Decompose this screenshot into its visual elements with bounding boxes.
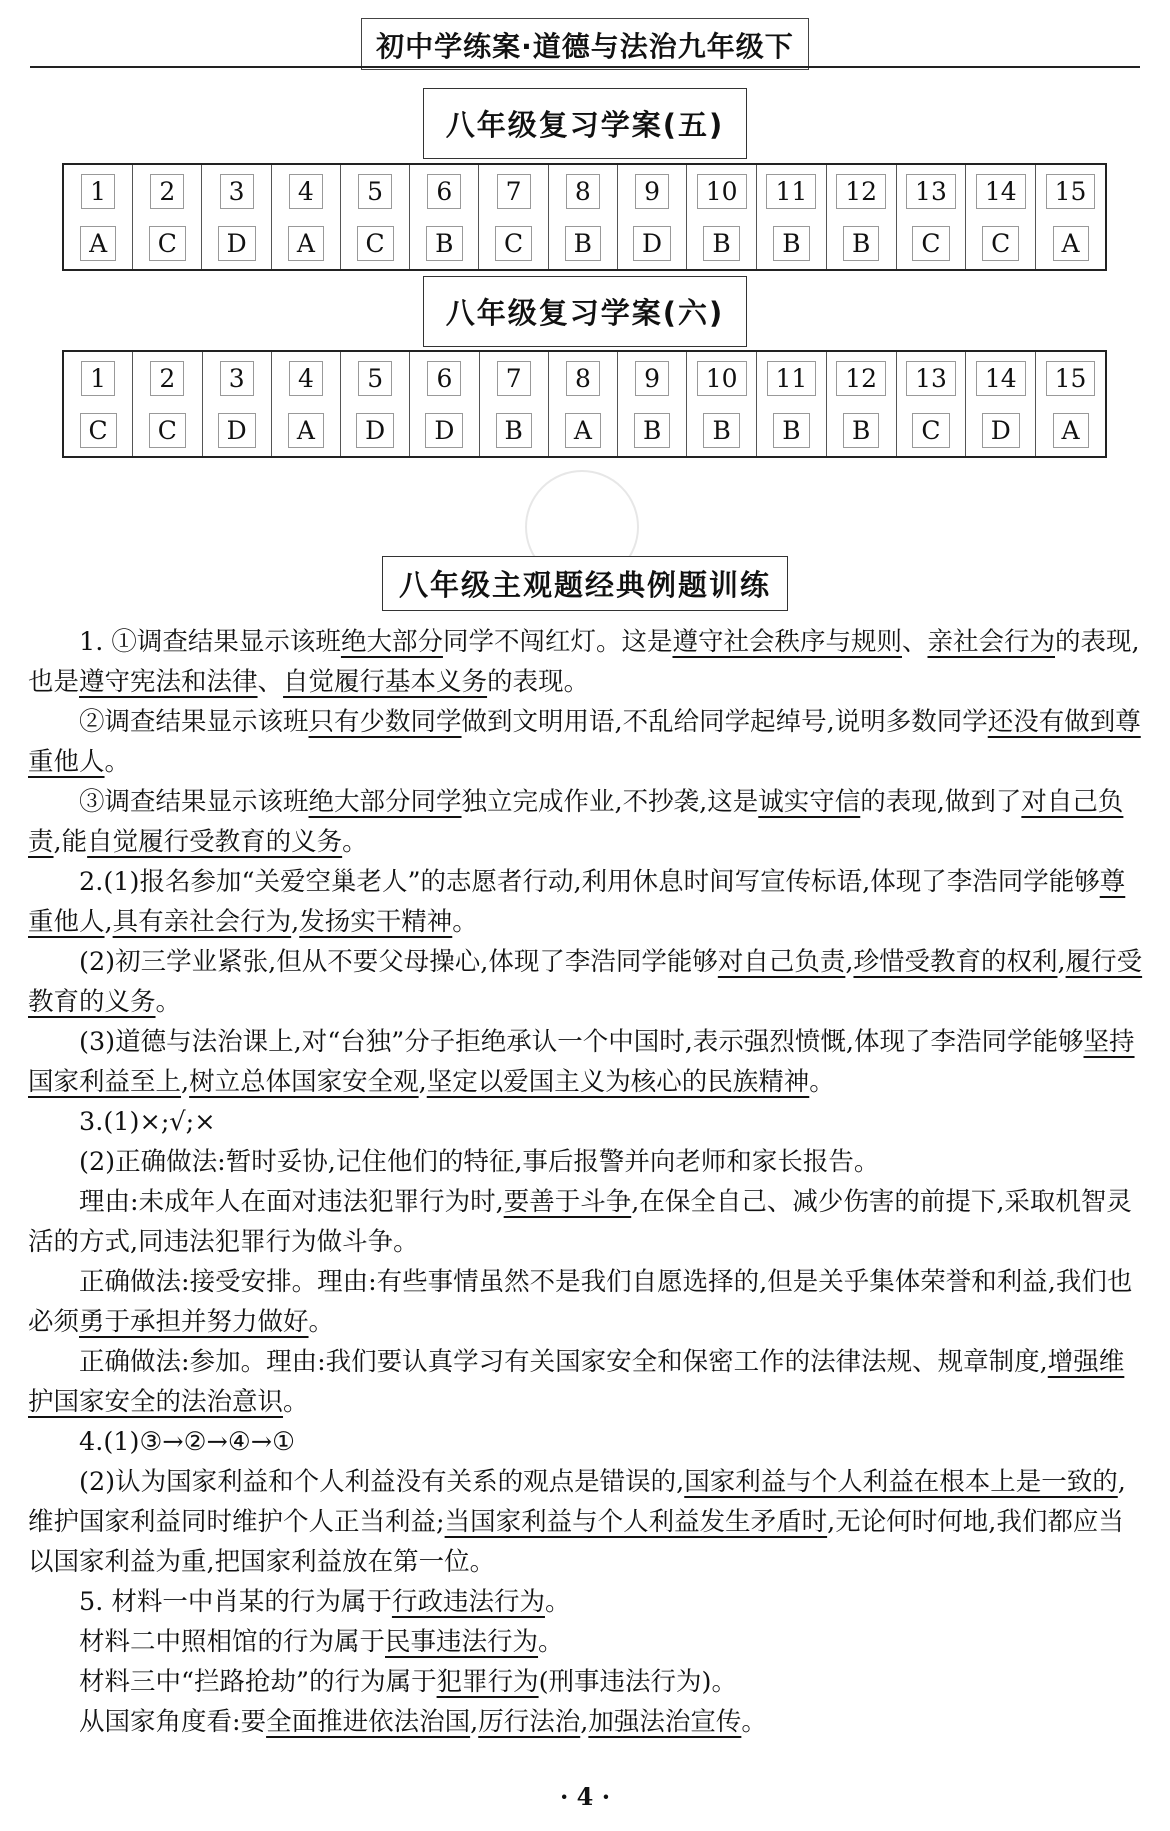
question-number-cell: [271, 164, 340, 217]
answer-letter: C: [149, 226, 186, 261]
q2-part1: 2.(1)报名参加“关爱空巢老人”的志愿者行动,利用休息时间写宣传标语,体现了李浩同学能够尊重他人,具有亲社会行为,发扬实干精神。: [28, 867, 1126, 937]
question-number-cell: [202, 351, 271, 404]
answer-cell: [340, 217, 409, 270]
book-title: 初中学练案·道德与法治九年级下: [361, 18, 809, 70]
answer-letter: A: [565, 413, 601, 448]
section-title-6-label: 八年级复习学案(六): [423, 276, 748, 347]
answer-table-6: [62, 350, 1107, 458]
question-number: 2: [150, 361, 184, 396]
answer-letter: D: [425, 413, 463, 448]
answer-cell: [966, 217, 1036, 270]
q2-part2: (2)初三学业紧张,但从不要父母操心,体现了李浩同学能够对自己负责,珍惜受教育的权利,履行受教育的义务。: [28, 947, 1143, 1017]
answer-cell: [687, 404, 757, 457]
question-number: 2: [150, 174, 184, 209]
section-title-subjective: [0, 556, 1170, 611]
answer-cell: [271, 404, 340, 457]
answer-cell: [479, 404, 548, 457]
question-number: 1: [81, 361, 115, 396]
question-number-cell: [617, 164, 686, 217]
answer-letter: D: [356, 413, 394, 448]
question-number: 10: [697, 361, 747, 396]
answer-letter: A: [288, 226, 324, 261]
q1-part1: 1. ①调查结果显示该班绝大部分同学不闯红灯。这是遵守社会秩序与规则、亲社会行为的表现,也是遵守宪法和法律、自觉履行基本义务的表现。: [28, 627, 1140, 697]
question-number-cell: [548, 164, 617, 217]
question-number: 6: [427, 361, 461, 396]
answer-letter: B: [634, 413, 670, 448]
question-number-cell: [1036, 351, 1106, 404]
answer-cell: [410, 404, 479, 457]
answer-letter: C: [912, 413, 949, 448]
page-header: [0, 18, 1170, 70]
question-number-cell: [133, 351, 202, 404]
question-number-cell: [410, 164, 479, 217]
answer-cell: [757, 404, 827, 457]
question-number: 14: [976, 174, 1026, 209]
question-number: 3: [220, 174, 254, 209]
question-number: 15: [1046, 361, 1096, 396]
question-number-cell: [341, 351, 410, 404]
answer-letter: B: [843, 226, 879, 261]
answer-cell: [687, 217, 757, 270]
answer-cell: [826, 217, 896, 270]
answer-cell: [896, 217, 966, 270]
answer-table-5-numbers: [63, 164, 1106, 217]
q5-material1: 5. 材料一中肖某的行为属于行政违法行为。: [79, 1587, 571, 1617]
answer-cell: [896, 404, 966, 457]
answer-cell: [410, 217, 479, 270]
answer-table-5: [62, 163, 1107, 271]
answer-table-6-answers: [63, 404, 1106, 457]
q3-part2: (2)正确做法:暂时妥协,记住他们的特征,事后报警并向老师和家长报告。: [79, 1147, 880, 1177]
question-number: 7: [497, 174, 531, 209]
question-number-cell: [826, 351, 896, 404]
question-number: 15: [1046, 174, 1096, 209]
answer-cell: [757, 217, 827, 270]
q2-part3: (3)道德与法治课上,对“台独”分子拒绝承认一个中国时,表示强烈愤慨,体现了李浩同学能够坚持国家利益至上,树立总体国家安全观,坚定以爱国主义为核心的民族精神。: [28, 1027, 1135, 1097]
q1-part2: ②调查结果显示该班只有少数同学做到文明用语,不乱给同学起绰号,说明多数同学还没有做到尊重他人。: [28, 707, 1141, 777]
question-number: 13: [906, 361, 956, 396]
question-number: 8: [566, 361, 600, 396]
q3-reason1: 理由:未成年人在面对违法犯罪行为时,要善于斗争,在保全自己、减少伤害的前提下,采取机智灵活的方式,同违法犯罪行为做斗争。: [28, 1187, 1132, 1257]
answer-letter: B: [773, 413, 809, 448]
answer-cell: [133, 404, 202, 457]
question-number: 5: [358, 174, 392, 209]
question-number-cell: [757, 164, 827, 217]
answer-cell: [618, 404, 687, 457]
answer-body: [28, 622, 1143, 1742]
answer-cell: [63, 404, 133, 457]
answer-letter: A: [1053, 226, 1089, 261]
question-number: 12: [836, 174, 886, 209]
answer-letter: D: [982, 413, 1020, 448]
question-number: 14: [976, 361, 1026, 396]
question-number: 4: [289, 174, 323, 209]
answer-letter: C: [357, 226, 394, 261]
section-title-subjective-label: 八年级主观题经典例题训练: [382, 556, 788, 611]
answer-letter: C: [912, 226, 949, 261]
answer-cell: [617, 217, 686, 270]
question-number: 4: [289, 361, 323, 396]
answer-letter: B: [703, 226, 739, 261]
question-number-cell: [966, 164, 1036, 217]
answer-letter: B: [426, 226, 462, 261]
question-number-cell: [618, 351, 687, 404]
answer-cell: [548, 217, 617, 270]
section-title-5: [0, 88, 1170, 159]
page-number: · 4 ·: [559, 1782, 611, 1811]
question-number: 9: [635, 361, 669, 396]
answer-cell: [63, 217, 133, 270]
question-number-cell: [479, 164, 548, 217]
question-number: 9: [635, 174, 669, 209]
question-number: 3: [220, 361, 254, 396]
q5-state-view: 从国家角度看:要全面推进依法治国,厉行法治,加强法治宣传。: [79, 1707, 767, 1737]
question-number-cell: [479, 351, 548, 404]
header-divider: [30, 66, 1140, 68]
section-title-5-label: 八年级复习学案(五): [423, 88, 748, 159]
question-number-cell: [1036, 164, 1106, 217]
question-number: 8: [566, 174, 600, 209]
question-number-cell: [133, 164, 202, 217]
question-number-cell: [410, 351, 479, 404]
answer-cell: [1036, 217, 1106, 270]
question-number-cell: [271, 351, 340, 404]
answer-cell: [133, 217, 202, 270]
question-number: 6: [427, 174, 461, 209]
q4-part1: 4.(1)③→②→④→①: [79, 1427, 295, 1457]
question-number-cell: [63, 351, 133, 404]
answer-table-5-answers: [63, 217, 1106, 270]
answer-letter: B: [703, 413, 739, 448]
question-number-cell: [687, 351, 757, 404]
answer-cell: [202, 217, 271, 270]
answer-letter: C: [149, 413, 186, 448]
answer-letter: B: [773, 226, 809, 261]
answer-cell: [1036, 404, 1106, 457]
question-number: 13: [906, 174, 956, 209]
answer-cell: [826, 404, 896, 457]
question-number: 12: [836, 361, 886, 396]
question-number-cell: [548, 351, 617, 404]
answer-letter: C: [80, 413, 117, 448]
question-number-cell: [826, 164, 896, 217]
question-number-cell: [966, 351, 1036, 404]
answer-cell: [271, 217, 340, 270]
answer-letter: C: [982, 226, 1019, 261]
question-number-cell: [757, 351, 827, 404]
answer-letter: C: [495, 226, 532, 261]
answer-cell: [202, 404, 271, 457]
question-number: 5: [358, 361, 392, 396]
answer-letter: B: [843, 413, 879, 448]
question-number: 11: [767, 361, 817, 396]
question-number: 11: [766, 174, 816, 209]
section-title-6: [0, 276, 1170, 347]
q5-material2: 材料二中照相馆的行为属于民事违法行为。: [79, 1627, 564, 1657]
answer-letter: A: [1053, 413, 1089, 448]
answer-cell: [479, 217, 548, 270]
answer-letter: B: [496, 413, 532, 448]
question-number-cell: [896, 164, 966, 217]
q1-part3: ③调查结果显示该班绝大部分同学独立完成作业,不抄袭,这是诚实守信的表现,做到了对自己负责,能自觉履行受教育的义务。: [28, 787, 1124, 857]
question-number: 7: [497, 361, 531, 396]
answer-cell: [548, 404, 617, 457]
question-number: 10: [697, 174, 747, 209]
answer-letter: B: [565, 226, 601, 261]
answer-letter: D: [218, 413, 256, 448]
question-number-cell: [340, 164, 409, 217]
answer-letter: D: [633, 226, 671, 261]
q3-reason2: 正确做法:接受安排。理由:有些事情虽然不是我们自愿选择的,但是关乎集体荣誉和利益,我们也必须勇于承担并努力做好。: [28, 1267, 1133, 1337]
q5-material3: 材料三中“拦路抢劫”的行为属于犯罪行为(刑事违法行为)。: [79, 1667, 737, 1697]
answer-cell: [341, 404, 410, 457]
answer-table-6-numbers: [63, 351, 1106, 404]
question-number-cell: [687, 164, 757, 217]
answer-letter: A: [80, 226, 116, 261]
answer-letter: D: [218, 226, 256, 261]
question-number: 1: [81, 174, 115, 209]
q3-part1: 3.(1)×;√;×: [79, 1107, 216, 1137]
question-number-cell: [896, 351, 966, 404]
answer-letter: A: [288, 413, 324, 448]
question-number-cell: [202, 164, 271, 217]
answer-cell: [966, 404, 1036, 457]
question-number-cell: [63, 164, 133, 217]
q3-reason3: 正确做法:参加。理由:我们要认真学习有关国家安全和保密工作的法律法规、规章制度,增强维护国家安全的法治意识。: [28, 1347, 1125, 1417]
q4-part2: (2)认为国家利益和个人利益没有关系的观点是错误的,国家利益与个人利益在根本上是一致的,维护国家利益同时维护个人正当利益;当国家利益与个人利益发生矛盾时,无论何时何地,我们都应当以国家利益为重,把国家利益放在第一位。: [28, 1467, 1126, 1577]
